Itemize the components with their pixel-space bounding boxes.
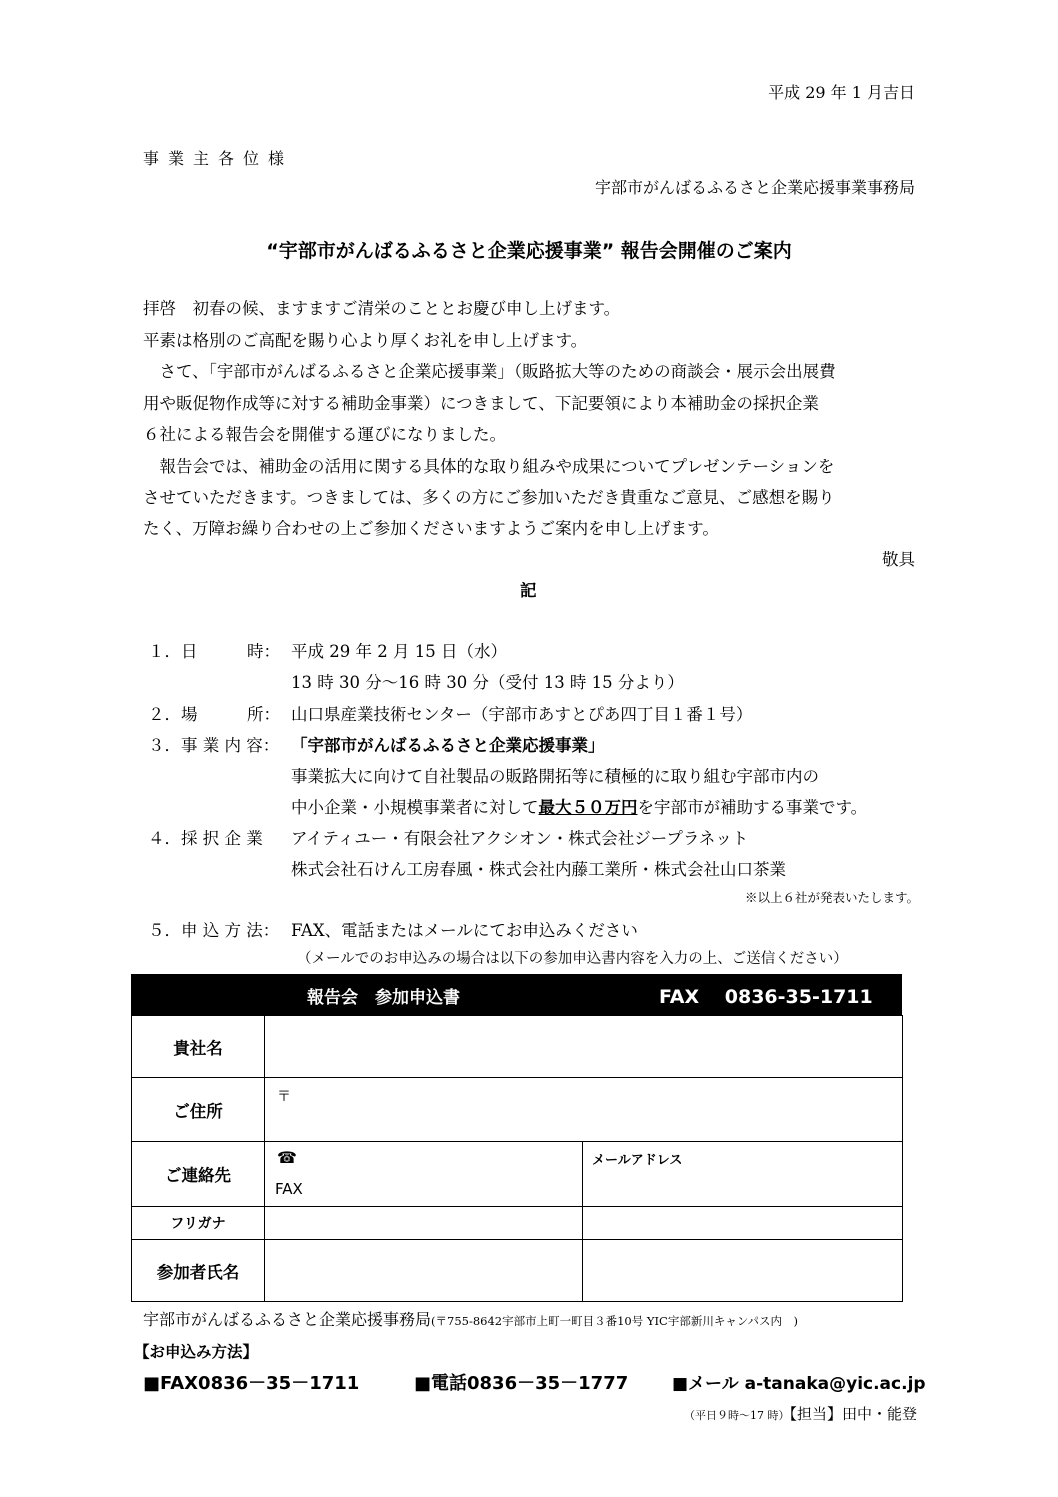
item-label: ４．採 択 企 業: [148, 829, 263, 848]
company-label: 貴社名: [132, 1016, 265, 1078]
apply-note: （メールでのお申込みの場合は以下の参加申込書内容を入力の上、ご送信ください）: [297, 951, 848, 967]
item-companies-line: 株式会社石けん工房春風・株式会社内藤工業所・株式会社山口茶業: [291, 860, 786, 879]
item-companies: [148, 825, 748, 849]
body-line: させていただきます。つきましては、多くの方にご参加いただき貴重なご意見、ご感想を賜り: [143, 488, 835, 507]
address-field[interactable]: [265, 1078, 903, 1142]
office-address: (〒755-8642宇部市上町一町目３番10号 YIC宇部新川キャンパス内 ): [431, 1314, 799, 1328]
max-amount: 最大５０万円: [538, 798, 638, 817]
item-apply: [148, 917, 638, 941]
office-hours: （平日９時～17 時）: [683, 1409, 790, 1422]
furigana-field-1[interactable]: [265, 1207, 583, 1240]
item-date: [148, 638, 507, 662]
item-place: [148, 701, 752, 725]
body-line: 用や販促物作成等に対する補助金事業）につきまして、下記要領により本補助金の採択企業: [143, 394, 819, 413]
body-line: 報告会では、補助金の活用に関する具体的な取り組みや成果についてプレゼンテーションを: [143, 457, 835, 476]
desc-text: を宇部市が補助する事業です。: [637, 798, 868, 817]
body-line: ６社による報告会を開催する運びになりました。: [143, 425, 506, 444]
item-value: 山口県産業技術センター（宇部市あすとぴあ四丁目１番１号）: [291, 705, 753, 724]
email-field[interactable]: [583, 1142, 903, 1207]
item-label: ５．申 込 方 法：: [148, 921, 280, 940]
item-label: １．日 時：: [148, 642, 280, 661]
item-label: ３．事 業 内 容：: [148, 736, 280, 755]
staff-names: 【担当】田中・能登: [789, 1405, 917, 1423]
body-line: 拝啓 初春の候、ますますご清栄のこととお慶び申し上げます。: [143, 299, 621, 318]
email-label: メールアドレス: [592, 1153, 683, 1168]
participant-field-2[interactable]: [583, 1240, 903, 1302]
issue-date: 平成 29 年 1 月吉日: [768, 83, 915, 102]
body-line: たく、万障お繰り合わせの上ご参加くださいますようご案内を申し上げます。: [143, 519, 719, 538]
companies-note: ※以上６社が発表いたします。: [744, 890, 919, 905]
phone-icon: ☎: [277, 1148, 297, 1167]
address-label: ご住所: [132, 1078, 265, 1142]
furigana-field-2[interactable]: [583, 1207, 903, 1240]
fax-label: FAX: [275, 1180, 303, 1198]
document-title: “宇部市がんばるふるさと企業応援事業” 報告会開催のご案内: [266, 240, 792, 262]
tel-contact: ■電話0836－35－1777: [414, 1373, 629, 1394]
closing-word: 敬具: [882, 550, 915, 569]
item-content-desc: 事業拡大に向けて自社製品の販路開拓等に積極的に取り組む宇部市内の: [291, 767, 819, 786]
form-header: [131, 974, 902, 1015]
item-label: ２．場 所：: [148, 705, 280, 724]
postal-mark: 〒: [277, 1089, 291, 1105]
howto-heading: 【お申込み方法】: [134, 1343, 259, 1361]
phone-fax-field[interactable]: [265, 1142, 583, 1207]
item-content: [148, 732, 605, 756]
item-value: 「宇部市がんばるふるさと企業応援事業」: [291, 736, 605, 755]
application-form: [131, 1015, 903, 1302]
item-value: アイティユー・有限会社アクシオン・株式会社ジープラネット: [291, 829, 749, 848]
ki-heading: 記: [520, 581, 537, 600]
office-info: [143, 1307, 798, 1330]
item-content-desc: [291, 794, 867, 818]
furigana-label: フリガナ: [132, 1207, 265, 1240]
form-heading: 報告会 参加申込書: [307, 988, 460, 1008]
desc-text: 中小企業・小規模事業者に対して: [291, 798, 539, 817]
item-value: FAX、電話またはメールにてお申込みください: [291, 921, 638, 940]
company-field[interactable]: [265, 1016, 903, 1078]
fax-contact: ■FAX0836－35－1711: [143, 1373, 360, 1394]
body-line: 平素は格別のご高配を賜り心より厚くお礼を申し上げます。: [143, 331, 588, 350]
form-fax-number: FAX 0836-35-1711: [659, 986, 873, 1008]
participant-field-1[interactable]: [265, 1240, 583, 1302]
sender: 宇部市がんばるふるさと企業応援事業事務局: [594, 178, 915, 197]
office-name: 宇部市がんばるふるさと企業応援事務局: [143, 1310, 432, 1329]
mail-contact[interactable]: ■メール a-tanaka@yic.ac.jp: [672, 1374, 926, 1394]
item-time: 13 時 30 分～16 時 30 分（受付 13 時 15 分より）: [291, 673, 684, 692]
body-line: さて、「宇部市がんばるふるさと企業応援事業」（販路拡大等のための商談会・展示会出展費: [143, 362, 836, 381]
item-value: 平成 29 年 2 月 15 日（水）: [291, 642, 507, 661]
hours-staff: [684, 1403, 917, 1424]
addressee: 事業主各位様: [143, 149, 294, 168]
participant-label: 参加者氏名: [132, 1240, 265, 1302]
contact-label: ご連絡先: [132, 1142, 265, 1207]
